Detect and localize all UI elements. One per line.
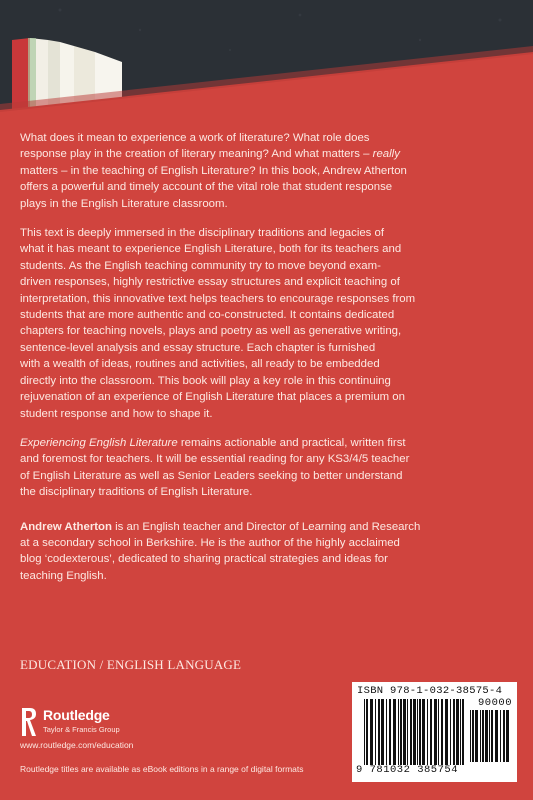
text-line: and foremost for teachers. It will be essential reading for any KS3/4/5 teacher [20, 453, 410, 466]
author-name: Andrew Atherton [20, 520, 112, 533]
subject-category: EDUCATION / ENGLISH LANGUAGE [20, 657, 242, 672]
barcode-icon [364, 699, 464, 765]
text-line: students. As the English teaching community try to move beyond exam- [20, 259, 381, 272]
text-line: sentence-level analysis and essay structure. Each chapter is furnished [20, 341, 376, 354]
text-line: teaching English. [20, 569, 107, 582]
isbn-barcode [352, 682, 517, 782]
text-line: student response and how to shape it. [20, 407, 213, 420]
emphasis-text: really [372, 148, 400, 161]
text-line: This text is deeply immersed in the disciplinary traditions and legacies of [20, 227, 385, 240]
text-line: students that are more authentic and co-constructed. It contains dedicated [20, 309, 395, 322]
cover-illustration [0, 0, 533, 120]
text-line: response play in the creation of literary meaning? And what matters – [20, 148, 373, 161]
text-line: matters – in the teaching of English Literature? In this book, Andrew Atherton [20, 164, 407, 177]
author-bio [20, 519, 520, 585]
text-line: offers a powerful and timely account of the vital role that student response [20, 181, 393, 194]
text-line: rejuvenation of an experience of English Literature that places a premium on [20, 391, 405, 404]
blurb [20, 130, 520, 597]
barcode-digits: 9 781032 385754 [356, 764, 459, 776]
text-line: with a wealth of ideas, routines and activities, all ready to be embedded [20, 358, 380, 371]
publisher-name: Routledge [43, 707, 110, 723]
text-line: chapters for teaching novels, plays and poetry as well as generative writing, [20, 325, 402, 338]
text-line: of English Literature as well as Senior Leaders seeking to better understand [20, 469, 403, 482]
text-line: What does it mean to experience a work of literature? What role does [20, 132, 370, 144]
publisher-url: www.routledge.com/education [20, 740, 134, 750]
isbn-label: ISBN 978-1-032-38575-4 [357, 685, 503, 697]
closing-paragraph [20, 435, 520, 501]
routledge-icon [20, 706, 38, 738]
ebook-note: Routledge titles are available as eBook editions in a range of digital formats [20, 764, 304, 774]
text-line: is an English teacher and Director of Learning and Research [111, 520, 421, 533]
intro-paragraph [20, 130, 520, 212]
text-line: blog ‘codexterous’, dedicated to sharing practical strategies and ideas for [20, 553, 388, 566]
book-artwork [0, 0, 533, 120]
publisher-group: Taylor & Francis Group [43, 725, 120, 734]
text-line: remains actionable and practical, written first [177, 436, 406, 449]
text-line: directly into the classroom. This book will play a key role in this continuing [20, 374, 391, 387]
book-title-italic: Experiencing English Literature [20, 436, 178, 449]
text-line: plays in the English Literature classroom. [20, 197, 228, 210]
text-line: interpretation, this innovative text helps teachers to encourage responses from [20, 292, 416, 305]
text-line: driven responses, highly restrictive essay structures and explicit teaching of [20, 276, 400, 289]
body-paragraph [20, 225, 520, 422]
addon-barcode-icon [470, 710, 512, 762]
price-code: 90000 [477, 697, 512, 709]
text-line: the disciplinary traditions of English Literature. [20, 486, 253, 499]
text-line: what it has meant to experience English Literature, both for its teachers and [20, 243, 402, 256]
text-line: at a secondary school in Berkshire. He is the author of the highly acclaimed [20, 536, 400, 549]
